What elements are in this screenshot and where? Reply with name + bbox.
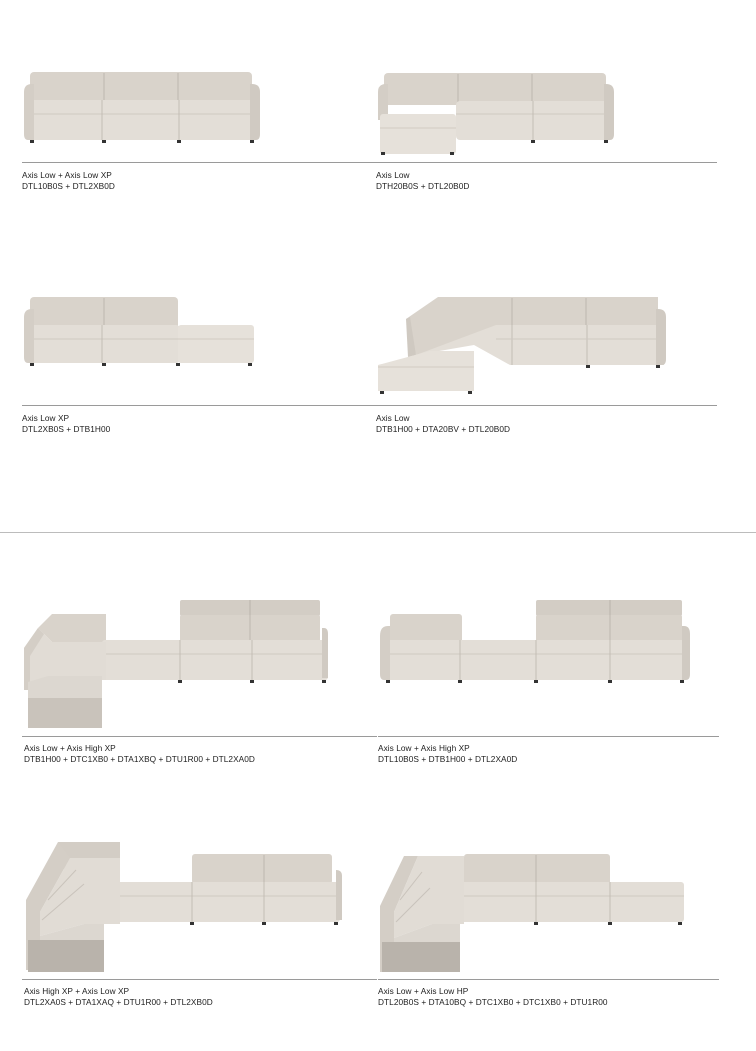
caption-rule <box>22 405 377 406</box>
caption <box>24 986 213 1008</box>
sofa-illustration-1 <box>22 70 262 145</box>
caption-rule <box>376 405 717 406</box>
config-codes: DTL2XA0S + DTA1XAQ + DTU1R00 + DTL2XB0D <box>24 997 213 1007</box>
config-name: Axis Low + Axis High XP <box>378 743 470 753</box>
config-codes: DTL10B0S + DTB1H00 + DTL2XA0D <box>378 754 518 764</box>
config-name: Axis Low + Axis Low HP <box>378 986 469 996</box>
config-name: Axis High XP + Axis Low XP <box>24 986 130 996</box>
caption-rule <box>376 162 717 163</box>
caption-rule <box>378 736 719 737</box>
caption-rule <box>22 979 377 980</box>
config-name: Axis Low + Axis Low XP <box>22 170 112 180</box>
config-codes: DTL2XB0S + DTB1H00 <box>22 424 111 434</box>
config-name: Axis Low XP <box>22 413 70 423</box>
config-codes: DTL10B0S + DTL2XB0D <box>22 181 115 191</box>
sofa-illustration-3 <box>22 295 258 367</box>
caption <box>376 170 469 192</box>
caption-rule <box>22 736 377 737</box>
caption <box>378 986 608 1008</box>
caption-rule <box>22 162 377 163</box>
sofa-illustration-4 <box>376 295 668 397</box>
caption <box>376 413 510 435</box>
caption <box>22 170 115 192</box>
caption <box>378 743 517 765</box>
caption <box>24 743 255 765</box>
config-name: Axis Low <box>376 413 410 423</box>
sofa-illustration-5 <box>22 598 332 730</box>
sofa-illustration-6 <box>378 598 694 686</box>
config-codes: DTH20B0S + DTL20B0D <box>376 181 470 191</box>
sofa-illustration-7 <box>24 840 346 974</box>
config-codes: DTB1H00 + DTA20BV + DTL20B0D <box>376 424 511 434</box>
config-name: Axis Low + Axis High XP <box>24 743 116 753</box>
config-codes: DTB1H00 + DTC1XB0 + DTA1XBQ + DTU1R00 + DTL2XA0D <box>24 754 255 764</box>
sofa-illustration-8 <box>378 852 688 974</box>
sofa-illustration-2 <box>376 70 616 156</box>
config-codes: DTL20B0S + DTA10BQ + DTC1XB0 + DTC1XB0 + DTU1R00 <box>378 997 608 1007</box>
caption <box>22 413 110 435</box>
caption-rule <box>378 979 719 980</box>
config-name: Axis Low <box>376 170 410 180</box>
section-divider <box>0 532 756 533</box>
